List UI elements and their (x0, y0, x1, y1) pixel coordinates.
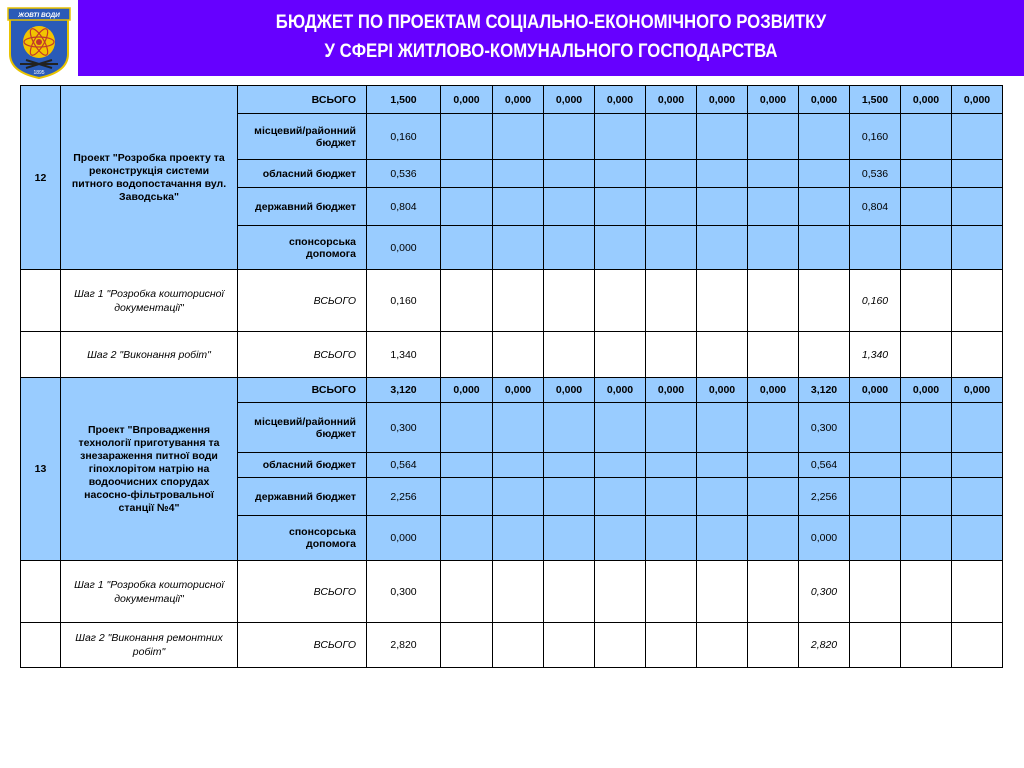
total-cell: 0,160 (367, 114, 441, 160)
value-cell (697, 453, 748, 478)
value-cell: 3,120 (799, 378, 850, 403)
step-value-cell (901, 332, 952, 378)
step-value-cell (544, 332, 595, 378)
funding-source-cell: державний бюджет (238, 478, 367, 516)
value-cell (850, 226, 901, 270)
value-cell (697, 403, 748, 453)
value-cell (646, 478, 697, 516)
value-cell: 0,564 (799, 453, 850, 478)
step-value-cell (493, 623, 544, 668)
value-cell: 0,000 (952, 378, 1003, 403)
step-value-cell: 1,340 (850, 332, 901, 378)
value-cell: 0,000 (493, 378, 544, 403)
value-cell (441, 478, 493, 516)
value-cell (697, 516, 748, 561)
value-cell (748, 453, 799, 478)
value-cell (748, 114, 799, 160)
step-value-cell (493, 332, 544, 378)
value-cell (493, 160, 544, 188)
value-cell: 0,000 (901, 378, 952, 403)
value-cell: 0,000 (799, 86, 850, 114)
value-cell (493, 478, 544, 516)
project-name-cell: Проект "Розробка проекту та реконструкція системи питного водопостачання вул. Заводська" (61, 86, 238, 270)
value-cell: 0,000 (952, 86, 1003, 114)
funding-source-cell: місцевий/районний бюджет (238, 403, 367, 453)
value-cell (646, 453, 697, 478)
value-cell (595, 516, 646, 561)
step-value-cell (748, 332, 799, 378)
value-cell (441, 226, 493, 270)
step-value-cell (952, 561, 1003, 623)
step-value-cell (850, 623, 901, 668)
step-name-cell: Шаг 2 "Виконання робіт" (61, 332, 238, 378)
value-cell (441, 114, 493, 160)
funding-source-cell: державний бюджет (238, 188, 367, 226)
step-value-cell (799, 332, 850, 378)
value-cell (748, 188, 799, 226)
funding-source-cell: обласний бюджет (238, 453, 367, 478)
value-cell (952, 478, 1003, 516)
value-cell: 0,000 (748, 86, 799, 114)
value-cell: 0,000 (697, 378, 748, 403)
value-cell (493, 226, 544, 270)
value-cell (441, 453, 493, 478)
value-cell (493, 403, 544, 453)
step-number-cell (21, 561, 61, 623)
value-cell (901, 160, 952, 188)
step-value-cell (646, 332, 697, 378)
value-cell (952, 403, 1003, 453)
value-cell (595, 226, 646, 270)
value-cell (441, 403, 493, 453)
total-cell: 0,000 (367, 226, 441, 270)
step-value-cell (646, 623, 697, 668)
value-cell (901, 226, 952, 270)
value-cell: 0,300 (799, 403, 850, 453)
value-cell (850, 478, 901, 516)
step-total-cell: 0,300 (367, 561, 441, 623)
step-value-cell (697, 332, 748, 378)
project-name-cell: Проект "Впровадження технології приготування та знезараження питної води гіпохлорітом натрію на водоочисних спорудах насосно-фільтровальної станції №4" (61, 378, 238, 561)
step-label-cell: ВСЬОГО (238, 623, 367, 668)
value-cell (544, 188, 595, 226)
total-cell: 0,564 (367, 453, 441, 478)
step-total-cell: 2,820 (367, 623, 441, 668)
value-cell: 0,160 (850, 114, 901, 160)
value-cell (595, 478, 646, 516)
total-cell: 0,804 (367, 188, 441, 226)
table-row (21, 86, 1003, 114)
step-value-cell (952, 332, 1003, 378)
value-cell (952, 188, 1003, 226)
value-cell (646, 114, 697, 160)
value-cell: 0,000 (646, 378, 697, 403)
value-cell: 1,500 (850, 86, 901, 114)
value-cell (901, 478, 952, 516)
step-value-cell (901, 561, 952, 623)
step-value-cell (544, 623, 595, 668)
table-row (21, 561, 1003, 623)
value-cell (748, 403, 799, 453)
svg-text:1895: 1895 (33, 70, 45, 76)
value-cell (901, 114, 952, 160)
value-cell: 0,000 (544, 86, 595, 114)
funding-source-cell: спонсорська допомога (238, 516, 367, 561)
step-value-cell (952, 270, 1003, 332)
total-cell: 0,300 (367, 403, 441, 453)
value-cell (748, 160, 799, 188)
value-cell (850, 403, 901, 453)
value-cell (952, 226, 1003, 270)
value-cell (441, 188, 493, 226)
value-cell (646, 226, 697, 270)
value-cell (901, 403, 952, 453)
step-value-cell (850, 561, 901, 623)
total-cell: 0,536 (367, 160, 441, 188)
step-value-cell: 2,820 (799, 623, 850, 668)
budget-table (20, 85, 1003, 668)
value-cell (799, 226, 850, 270)
step-value-cell (646, 561, 697, 623)
total-cell: 1,500 (367, 86, 441, 114)
table-row (21, 332, 1003, 378)
total-cell: 2,256 (367, 478, 441, 516)
step-label-cell: ВСЬОГО (238, 561, 367, 623)
value-cell: 0,536 (850, 160, 901, 188)
value-cell (646, 403, 697, 453)
value-cell (952, 114, 1003, 160)
step-value-cell (441, 332, 493, 378)
value-cell (646, 516, 697, 561)
value-cell (799, 114, 850, 160)
value-cell (697, 226, 748, 270)
value-cell (544, 453, 595, 478)
value-cell (544, 114, 595, 160)
value-cell (441, 160, 493, 188)
step-value-cell (646, 270, 697, 332)
step-value-cell (697, 270, 748, 332)
funding-source-cell: ВСЬОГО (238, 86, 367, 114)
value-cell (901, 516, 952, 561)
step-value-cell (441, 270, 493, 332)
table-row (21, 378, 1003, 403)
value-cell (901, 453, 952, 478)
step-value-cell (544, 561, 595, 623)
value-cell (748, 226, 799, 270)
value-cell (493, 188, 544, 226)
value-cell (748, 516, 799, 561)
value-cell (544, 403, 595, 453)
value-cell (799, 160, 850, 188)
value-cell: 0,000 (646, 86, 697, 114)
step-value-cell (748, 561, 799, 623)
step-value-cell: 0,300 (799, 561, 850, 623)
funding-source-cell: місцевий/районний бюджет (238, 114, 367, 160)
value-cell (697, 160, 748, 188)
value-cell: 0,804 (850, 188, 901, 226)
value-cell (544, 516, 595, 561)
value-cell (441, 516, 493, 561)
svg-text:ЖОВТІ ВОДИ: ЖОВТІ ВОДИ (18, 12, 60, 19)
value-cell (952, 160, 1003, 188)
page-title-line-1: БЮДЖЕТ ПО ПРОЕКТАМ СОЦІАЛЬНО-ЕКОНОМІЧНОГО РОЗВИТКУ (275, 11, 827, 33)
step-number-cell (21, 270, 61, 332)
total-cell: 3,120 (367, 378, 441, 403)
step-value-cell (748, 623, 799, 668)
value-cell (595, 160, 646, 188)
value-cell (544, 226, 595, 270)
value-cell (850, 453, 901, 478)
value-cell (595, 188, 646, 226)
funding-source-cell: обласний бюджет (238, 160, 367, 188)
step-value-cell (697, 623, 748, 668)
value-cell (952, 453, 1003, 478)
table-row (21, 270, 1003, 332)
value-cell (850, 516, 901, 561)
step-total-cell: 0,160 (367, 270, 441, 332)
step-value-cell: 0,160 (850, 270, 901, 332)
step-value-cell (595, 332, 646, 378)
step-value-cell (901, 270, 952, 332)
step-value-cell (952, 623, 1003, 668)
step-name-cell: Шаг 1 "Розробка кошторисної документації" (61, 561, 238, 623)
value-cell (595, 403, 646, 453)
step-number-cell (21, 623, 61, 668)
step-label-cell: ВСЬОГО (238, 332, 367, 378)
step-total-cell: 1,340 (367, 332, 441, 378)
project-number-cell: 13 (21, 378, 61, 561)
value-cell (595, 114, 646, 160)
funding-source-cell: спонсорська допомога (238, 226, 367, 270)
value-cell (697, 188, 748, 226)
step-value-cell (441, 623, 493, 668)
value-cell: 0,000 (544, 378, 595, 403)
step-value-cell (697, 561, 748, 623)
step-name-cell: Шаг 1 "Розробка кошторисної документації" (61, 270, 238, 332)
table-row (21, 623, 1003, 668)
value-cell: 0,000 (799, 516, 850, 561)
value-cell (544, 478, 595, 516)
value-cell (646, 160, 697, 188)
step-name-cell: Шаг 2 "Виконання ремонтних робіт" (61, 623, 238, 668)
value-cell: 0,000 (595, 378, 646, 403)
total-cell: 0,000 (367, 516, 441, 561)
value-cell: 0,000 (493, 86, 544, 114)
value-cell (493, 453, 544, 478)
step-value-cell (493, 270, 544, 332)
value-cell (901, 188, 952, 226)
value-cell: 0,000 (850, 378, 901, 403)
value-cell: 0,000 (748, 378, 799, 403)
page-title (144, 8, 958, 66)
project-number-cell: 12 (21, 86, 61, 270)
value-cell: 2,256 (799, 478, 850, 516)
value-cell (646, 188, 697, 226)
value-cell (595, 453, 646, 478)
step-value-cell (748, 270, 799, 332)
step-value-cell (544, 270, 595, 332)
value-cell (799, 188, 850, 226)
value-cell: 0,000 (441, 378, 493, 403)
step-value-cell (441, 561, 493, 623)
step-label-cell: ВСЬОГО (238, 270, 367, 332)
value-cell (748, 478, 799, 516)
value-cell (952, 516, 1003, 561)
step-value-cell (493, 561, 544, 623)
step-value-cell (595, 561, 646, 623)
step-value-cell (799, 270, 850, 332)
value-cell: 0,000 (441, 86, 493, 114)
value-cell: 0,000 (595, 86, 646, 114)
value-cell (544, 160, 595, 188)
step-value-cell (901, 623, 952, 668)
value-cell (697, 478, 748, 516)
step-number-cell (21, 332, 61, 378)
value-cell (493, 516, 544, 561)
step-value-cell (595, 623, 646, 668)
city-coat-of-arms-icon (4, 4, 74, 80)
value-cell (697, 114, 748, 160)
page-title-line-2: У СФЕРІ ЖИТЛОВО-КОМУНАЛЬНОГО ГОСПОДАРСТВА (324, 40, 778, 62)
value-cell (493, 114, 544, 160)
header (0, 0, 1024, 78)
step-value-cell (595, 270, 646, 332)
funding-source-cell: ВСЬОГО (238, 378, 367, 403)
value-cell: 0,000 (697, 86, 748, 114)
value-cell: 0,000 (901, 86, 952, 114)
